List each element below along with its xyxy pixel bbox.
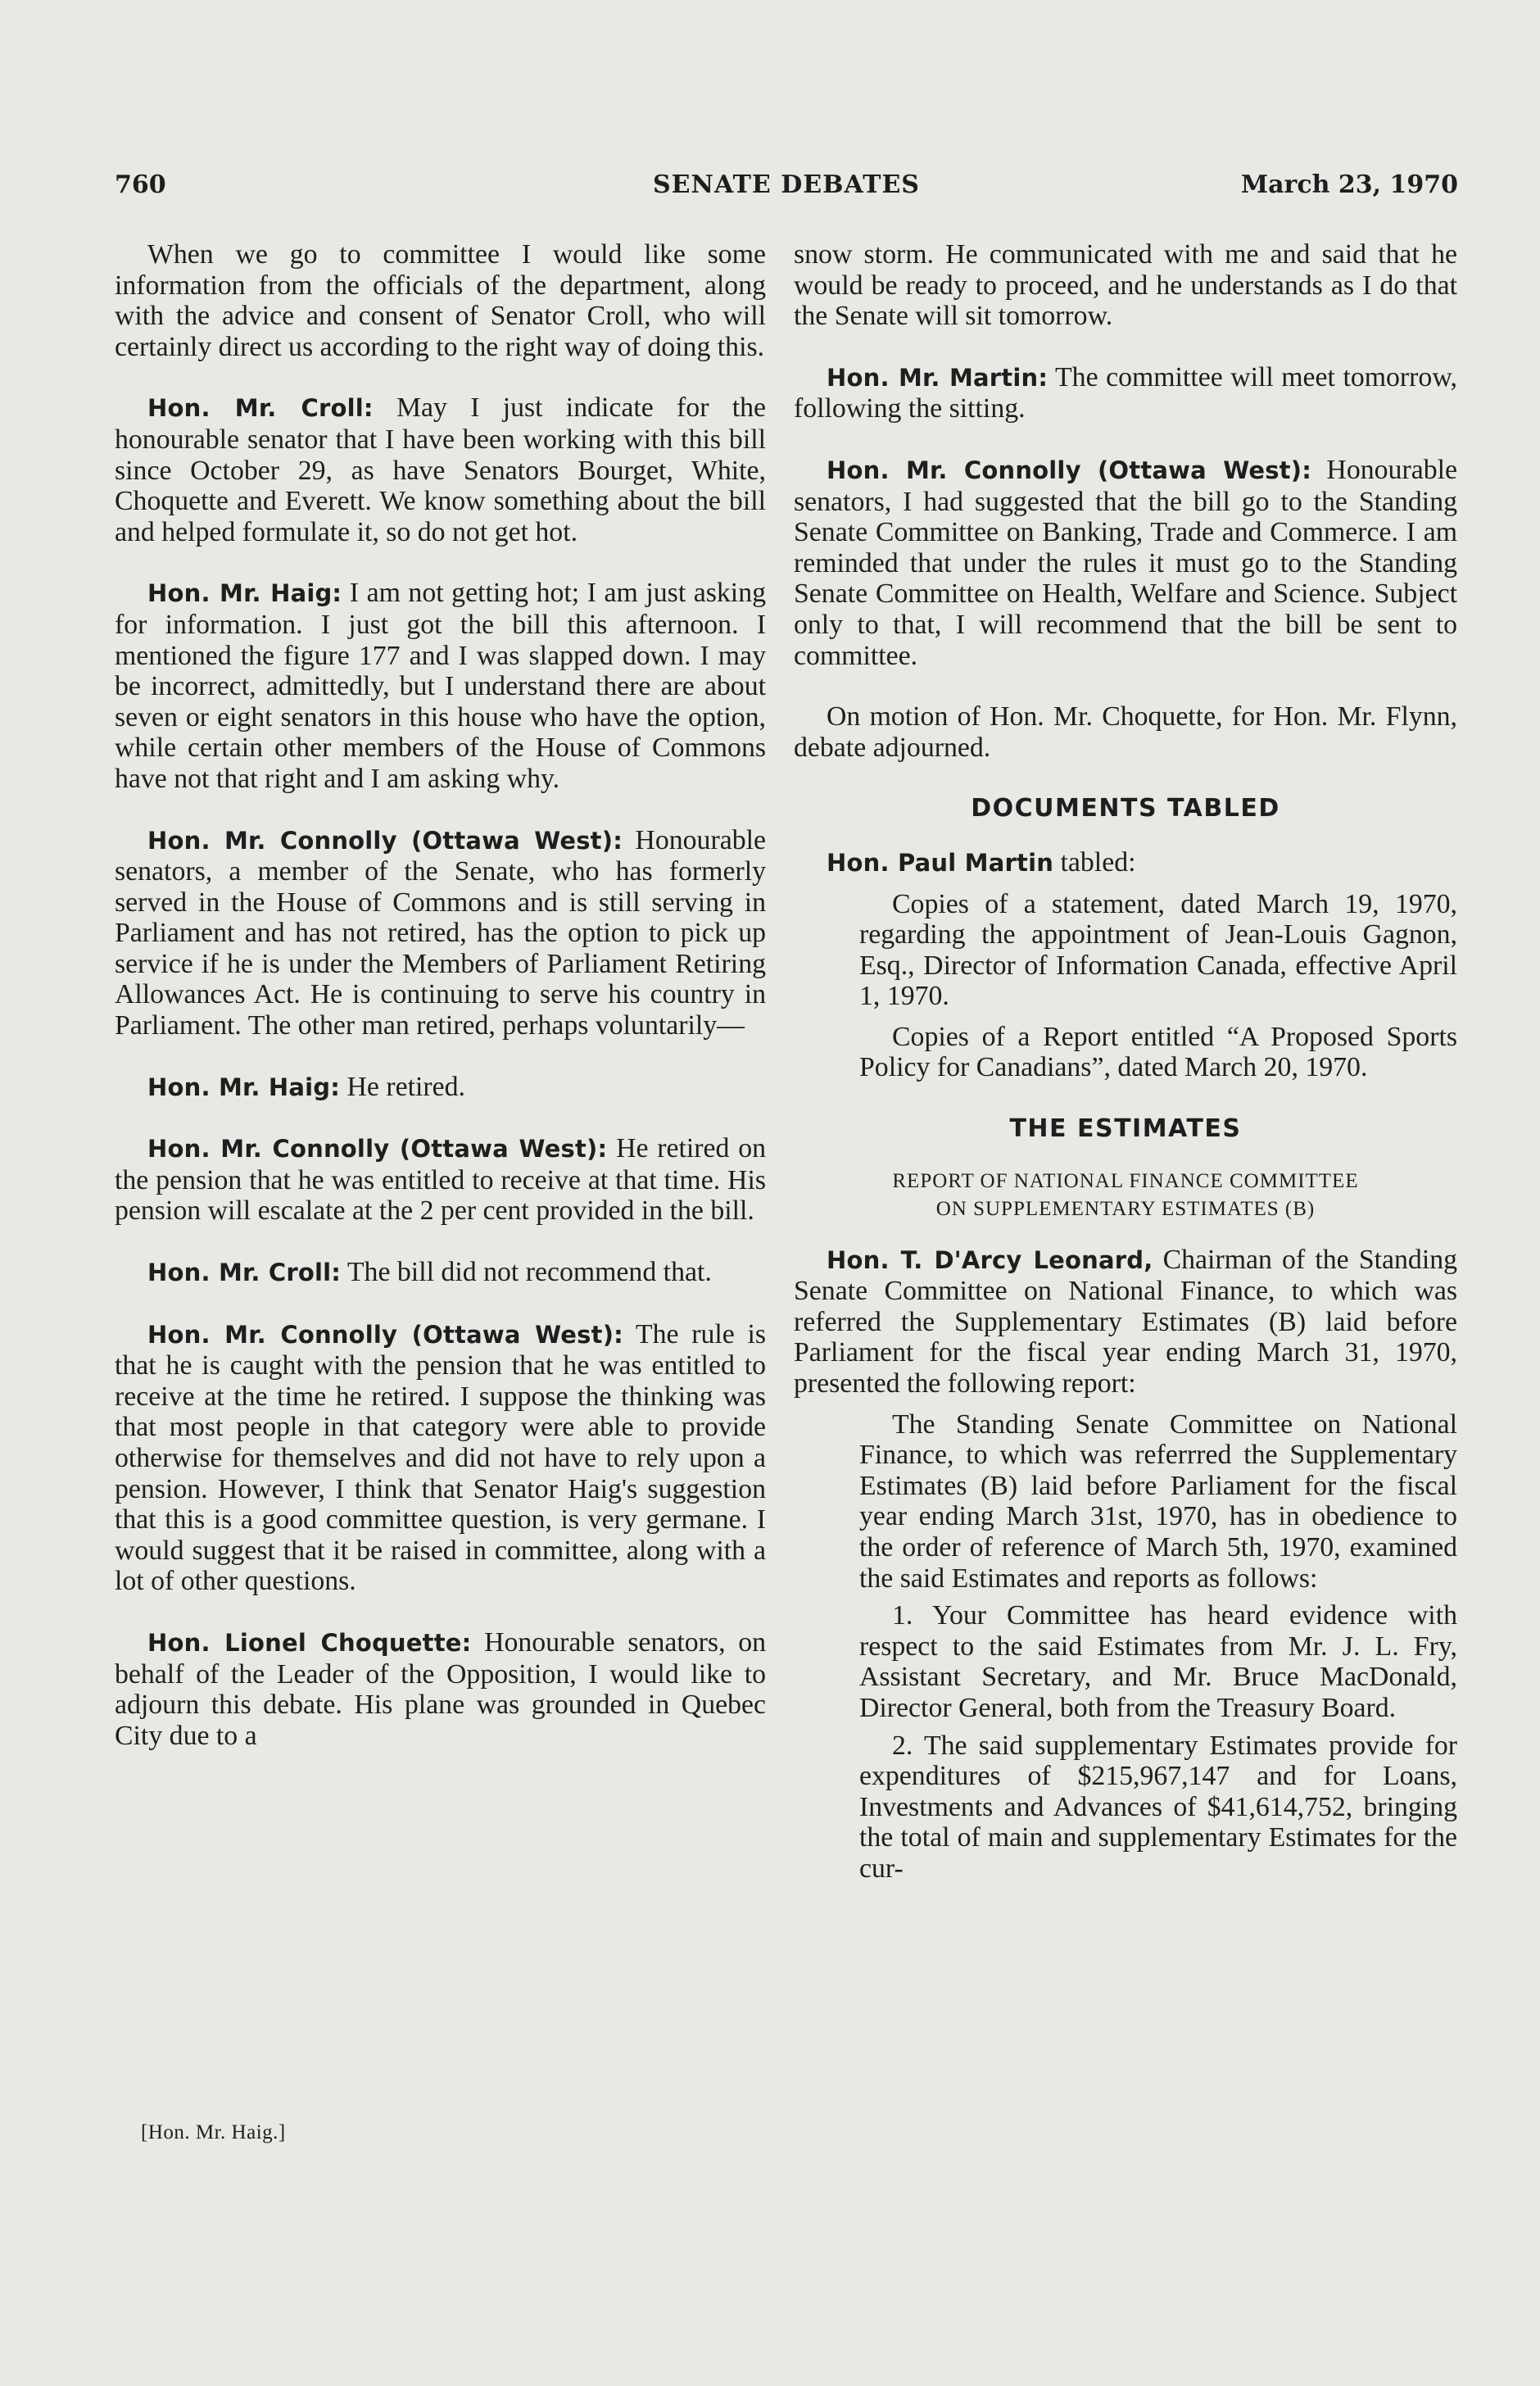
- tabled-document-item: Copies of a statement, dated March 19, 1970, regarding the appointment of Jean-Louis Gagnon, Esq., Director of Information Canada, effective April 1, 1970.: [859, 888, 1457, 1012]
- tabled-documents-list: [859, 889, 1457, 1084]
- committee-report: [859, 1409, 1457, 1885]
- speech-text: May I just indicate for the honourable senator that I have been working with this bill since October 29, as have Senators Bourget, White, Choquette and Everett. We know something about the bill and helped formulate it, so do not get hot.: [115, 392, 767, 547]
- subheading-line: REPORT OF NATIONAL FINANCE COMMITTEE: [892, 1169, 1359, 1192]
- speaker-name: Hon. Paul Martin: [827, 848, 1054, 877]
- speaker-name: Hon. Mr. Connolly (Ottawa West):: [147, 1135, 608, 1164]
- page-number: 760: [115, 170, 166, 199]
- speech-text: Honourable senators, on behalf of the Leader of the Opposition, I would like to adjourn this debate. His plane was grounded in Quebec City due to a: [115, 1626, 766, 1751]
- speaker-name: Hon. Mr. Connolly (Ottawa West):: [147, 826, 623, 855]
- speaker-name: Hon. Mr. Connolly (Ottawa West):: [147, 1320, 623, 1349]
- paragraph: [794, 362, 1457, 424]
- speaker-name: Hon. Mr. Martin:: [827, 363, 1049, 392]
- paragraph: [115, 1133, 766, 1227]
- report-paragraph: 1. Your Committee has heard evidence with respect to the said Estimates from Mr. J. L. Fry, Assistant Secretary, and Mr. Bruce MacDonald, Director General, both from the Treasury Board.: [859, 1600, 1457, 1723]
- tabled-document-item: Copies of a Report entitled “A Proposed Sports Policy for Canadians”, dated March 20, 1970.: [859, 1021, 1457, 1083]
- speaker-name: Hon. T. D'Arcy Leonard,: [827, 1245, 1153, 1274]
- paragraph: [115, 392, 766, 547]
- paragraph: When we go to committee I would like some information from the officials of the department, along with the advice and consent of Senator Croll, who will certainly direct us according to the right way of doing this.: [115, 239, 766, 362]
- paragraph: [115, 1072, 766, 1104]
- page-date: March 23, 1970: [1240, 170, 1458, 199]
- speech-text: He retired on the pension that he was entitled to receive at that time. His pension will escalate at the 2 per cent provided in the bill.: [115, 1133, 766, 1227]
- paragraph: [115, 1319, 766, 1597]
- footer-note: [Hon. Mr. Haig.]: [141, 2121, 286, 2143]
- right-column: [794, 239, 1457, 1891]
- paragraph: snow storm. He communicated with me and said that he would be ready to proceed, and he understands as I do that the Senate will sit tomorrow.: [794, 239, 1457, 332]
- speaker-name: Hon. Mr. Croll:: [147, 1259, 342, 1287]
- section-heading-documents-tabled: DOCUMENTS TABLED: [971, 794, 1280, 823]
- section-heading-estimates: THE ESTIMATES: [1009, 1114, 1242, 1144]
- report-subheading: [794, 1168, 1457, 1223]
- speech-text: I am not getting hot; I am just asking for information. I just got the bill this afternoon. I mentioned the figure 177 and I was slapped down. I may be incorrect, admittedly, but I understand there are about seven or eight senators in this house who have the option, while certain other members of the House of Commons have not that right and I am asking why.: [115, 578, 766, 794]
- paragraph: [794, 455, 1457, 671]
- speaker-name: Hon. Mr. Croll:: [147, 394, 374, 423]
- speech-text: Chairman of the Standing Senate Committee on National Finance, to which was referred the Supplementary Estimates (B) laid before Parliament for the fiscal year ending March 31, 1970, presented the following report:: [794, 1244, 1458, 1399]
- speaker-name: Hon. Mr. Connolly (Ottawa West):: [827, 456, 1311, 484]
- paragraph: [794, 1245, 1457, 1399]
- page-header: [115, 170, 1458, 211]
- speaker-name: Hon. Lionel Choquette:: [147, 1628, 472, 1657]
- paragraph: [115, 578, 766, 794]
- paragraph: On motion of Hon. Mr. Choquette, for Hon. Mr. Flynn, debate adjourned.: [794, 701, 1457, 763]
- report-paragraph: 2. The said supplementary Estimates provide for expenditures of $215,967,147 and for Loans, Investments and Advances of $41,614,752, bringing the total of main and supplementary Estimates for the cur-: [859, 1730, 1457, 1884]
- speaker-name: Hon. Mr. Haig:: [147, 1073, 341, 1101]
- speech-text: The rule is that he is caught with the pension that he was entitled to receive at the time he retired. I suppose the thinking was that most people in that category were able to provide otherwise for themselves and did not have to rely upon a pension. However, I think that Senator Haig's suggestion that this is a good committee question, is very germane. I would suggest that it be raised in committee, along with a lot of other questions.: [115, 1318, 766, 1597]
- paragraph: [115, 1627, 766, 1751]
- running-title: SENATE DEBATES: [653, 170, 920, 199]
- speaker-name: Hon. Mr. Haig:: [147, 579, 342, 608]
- paragraph: [794, 847, 1457, 879]
- speech-text: Honourable senators, a member of the Senate, who has formerly served in the House of Commons and is still serving in Parliament and has not retired, has the option to pick up service if he is under the Members of Parliament Retiring Allowances Act. He is continuing to serve his country in Parliament. The other man retired, perhaps voluntarily—: [115, 824, 766, 1041]
- speech-text: The bill did not recommend that.: [341, 1257, 712, 1288]
- report-paragraph: The Standing Senate Committee on National Finance, to which was referrred the Supplementary Estimates (B) laid before Parliament for the fiscal year ending March 31st, 1970, has in obedience to the order of reference of March 5th, 1970, examined the said Estimates and reports as follows:: [859, 1408, 1457, 1594]
- speech-text: tabled:: [1053, 846, 1136, 878]
- speech-text: The committee will meet tomorrow, following the sitting.: [794, 361, 1457, 424]
- paragraph: [115, 825, 766, 1041]
- paragraph: [115, 1257, 766, 1289]
- speech-text: Honourable senators, I had suggested that the bill go to the Standing Senate Committee on Banking, Trade and Commerce. I am reminded that under the rules it must go to the Standing Senate Committee on Health, Welfare and Science. Subject only to that, I will recommend that the bill be sent to committee.: [794, 454, 1457, 671]
- speech-text: He retired.: [340, 1071, 465, 1102]
- subheading-line: ON SUPPLEMENTARY ESTIMATES (B): [935, 1197, 1316, 1220]
- left-column: [115, 239, 766, 1781]
